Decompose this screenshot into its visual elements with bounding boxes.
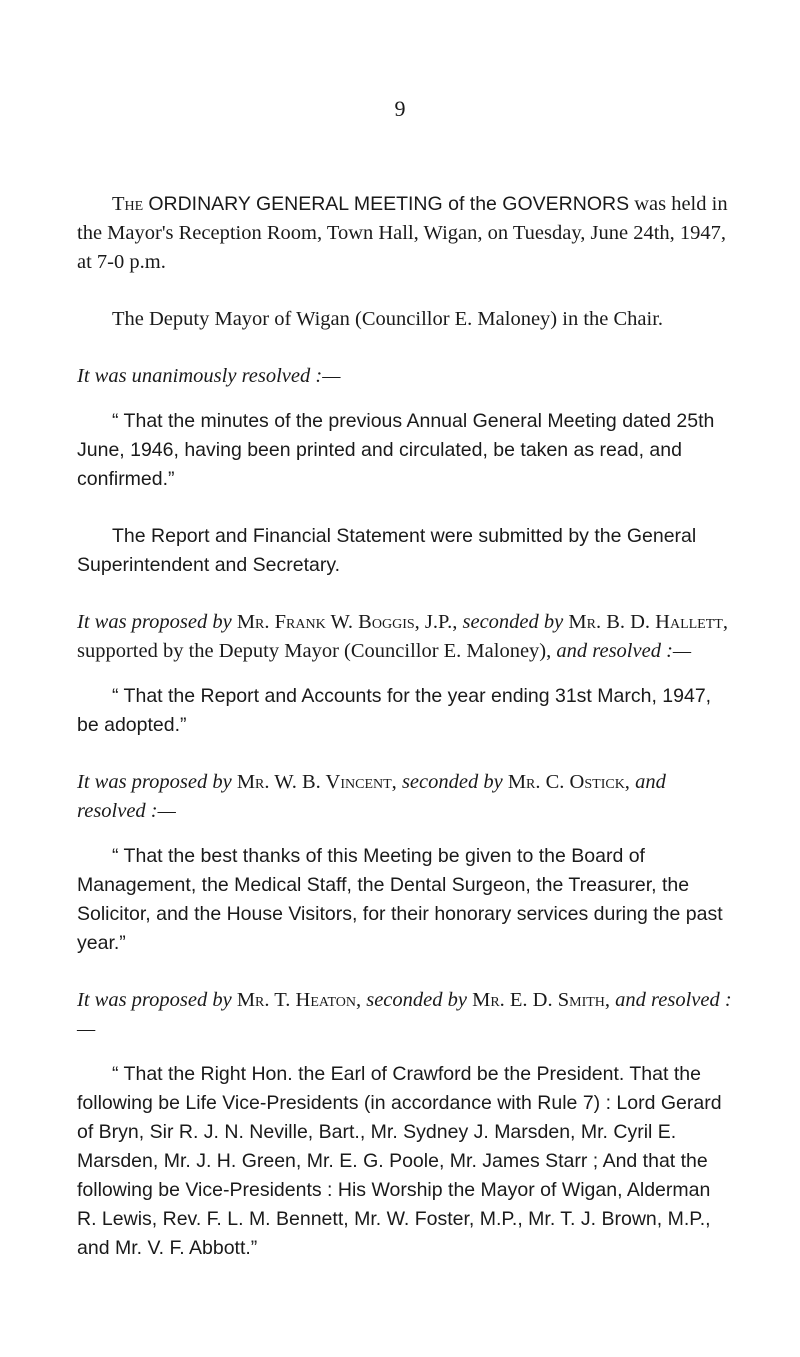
resolution-1-intro: It was unanimously resolved :— — [77, 365, 341, 387]
resolution-3-seconder: Mr. C. Ostick, — [507, 771, 630, 793]
report-paragraph: The Report and Financial Statement were submitted by the General Superintendent and Secretary. — [77, 525, 697, 576]
resolution-2-intro-a: It was proposed by — [77, 611, 232, 633]
resolution-3-intro-c: and resolved :— — [77, 771, 666, 822]
document-body — [77, 190, 732, 1291]
resolution-4-mover: Mr. T. Heaton, — [236, 989, 362, 1011]
resolution-1 — [77, 362, 732, 494]
heading-continuation: was held in the Mayor's Reception Room, Town Hall, Wigan, on Tuesday, June 24th, 1947, at 7-0 p.m. — [77, 193, 728, 273]
resolution-2-intro-b: seconded by — [462, 611, 564, 633]
resolution-1-text: “ That the minutes of the previous Annual General Meeting dated 25th June, 1946, having been printed and circulated, be taken as read, and confirmed.” — [77, 410, 715, 490]
resolution-3-intro — [77, 768, 732, 826]
resolution-3-intro-b: seconded by — [401, 771, 503, 793]
resolution-4-intro-a: It was proposed by — [77, 989, 232, 1011]
resolution-4-text: “ That the Right Hon. the Earl of Crawford be the President. That the following be Life Vice-Presidents (in accordance with Rule 7) : Lord Gerard of Bryn, Sir R. J. N. Neville, Bart., Mr. Sydney J. Marsden, Mr. Cyril E. Marsden, Mr. J. H. Green, Mr. E. G. Poole, Mr. James Starr ; And that the following be Vice-Presidents : His Worship the Mayor of Wigan, Alderman R. Lewis, Rev. F. L. M. Bennett, Mr. W. Foster, M.P., Mr. T. J. Brown, M.P., and Mr. V. F. Abbott.” — [77, 1063, 722, 1259]
resolution-2-seconder: Mr. B. D. Hallett, — [568, 611, 728, 633]
resolution-3-mover: Mr. W. B. Vincent, — [236, 771, 397, 793]
resolution-4-intro-b: seconded by — [366, 989, 467, 1011]
resolution-2-support: supported by the Deputy Mayor (Councillor E. Maloney), — [77, 640, 552, 662]
heading-title: ORDINARY GENERAL MEETING of the GOVERNORS — [148, 193, 630, 215]
resolution-3 — [77, 768, 732, 958]
meeting-heading-paragraph — [77, 190, 732, 277]
resolution-4-seconder: Mr. E. D. Smith, — [472, 989, 611, 1011]
resolution-3-text: “ That the best thanks of this Meeting be given to the Board of Management, the Medical Staff, the Dental Surgeon, the Treasurer, the Solicitor, and the House Visitors, for their honorary services during the past year.” — [77, 845, 723, 954]
resolution-3-intro-a: It was proposed by — [77, 771, 232, 793]
resolution-2-mover: Mr. Frank W. Boggis, J.P., — [236, 611, 458, 633]
resolution-2-intro — [77, 608, 732, 666]
heading-the: The — [112, 193, 144, 215]
page-number: 9 — [394, 96, 406, 121]
resolution-4-intro — [77, 986, 732, 1044]
resolution-2 — [77, 608, 732, 740]
resolution-4 — [77, 986, 732, 1263]
resolution-4-intro-c: and resolved :— — [77, 989, 732, 1040]
resolution-2-intro-c: and resolved :— — [556, 640, 692, 662]
chair-paragraph: The Deputy Mayor of Wigan (Councillor E. Maloney) in the Chair. — [112, 308, 664, 330]
resolution-2-text: “ That the Report and Accounts for the year ending 31st March, 1947, be adopted.” — [77, 685, 712, 736]
